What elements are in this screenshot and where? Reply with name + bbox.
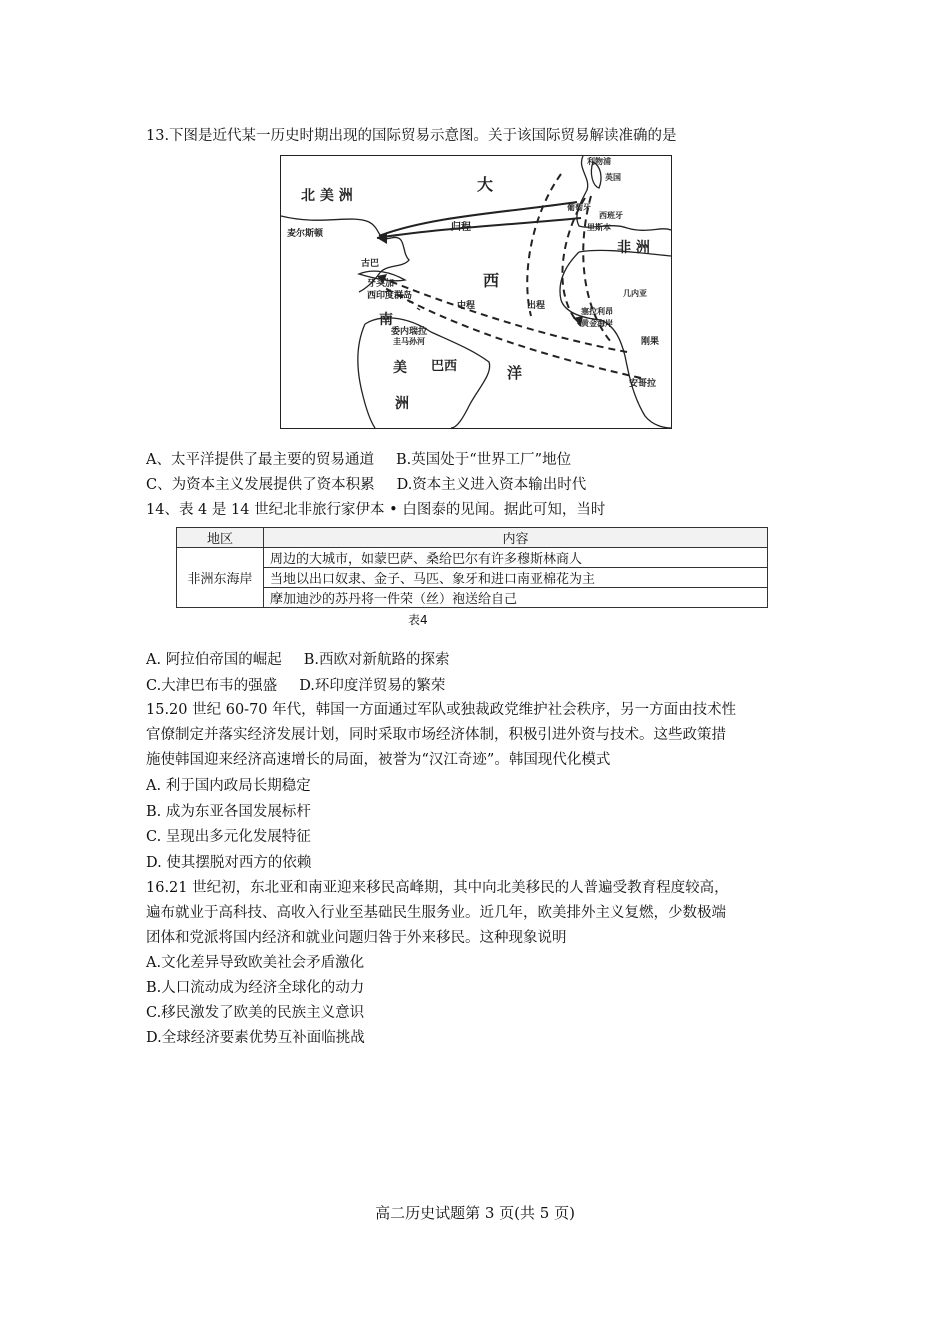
label-guiana: 圭马孙河 xyxy=(393,337,425,346)
q13-options-row-1 xyxy=(146,450,571,470)
label-da: 大 xyxy=(477,175,494,194)
label-return-voyage: 归程 xyxy=(451,222,471,233)
label-west-indies: 西印度群岛 xyxy=(367,291,413,301)
label-spain: 西班牙 xyxy=(599,211,623,220)
north-return-route xyxy=(379,202,577,236)
label-guinea: 几内亚 xyxy=(623,289,647,298)
q15-stem-line-2: 官僚制定并落实经济发展计划，同时采取市场经济体制，积极引进外资与技术。这些政策措 xyxy=(146,727,726,743)
q13-stem: 13.下图是近代某一历史时期出现的国际贸易示意图。关于该国际贸易解读准确的是 xyxy=(146,128,677,144)
q16-option-b[interactable]: B.人口流动成为经济全球化的动力 xyxy=(146,980,365,996)
q15-stem-line-3: 施使韩国迎来经济高速增长的局面，被誉为“汉江奇迹”。韩国现代化模式 xyxy=(146,752,611,768)
q13-option-a[interactable]: A、太平洋提供了最主要的贸易通道 xyxy=(146,452,374,468)
q14-option-d[interactable]: D.环印度洋贸易的繁荣 xyxy=(299,678,446,694)
label-nan: 南 xyxy=(379,312,393,328)
table-row: 当地以出口奴隶、金子、马匹、象牙和进口南亚棉花为主 xyxy=(264,568,768,588)
label-yang: 洋 xyxy=(507,364,523,382)
label-brazil: 巴西 xyxy=(431,359,458,374)
label-sierra-leone: 塞拉利昂 xyxy=(581,307,613,316)
q14-options-row-2 xyxy=(146,676,445,696)
q15-option-c[interactable]: C. 呈现出多元化发展特征 xyxy=(146,829,311,845)
table-header-content: 内容 xyxy=(264,528,768,548)
q16-stem-line-1: 16.21 世纪初，东北亚和南亚迎来移民高峰期，其中向北美移民的人普遍受教育程度较高， xyxy=(146,880,729,896)
label-venezuela: 委内瑞拉 xyxy=(391,327,428,337)
q16-stem-line-2: 遍布就业于高科技、高收入行业至基础民生服务业。近几年，欧美排外主义复燃，少数极端 xyxy=(146,905,726,921)
q16-option-a[interactable]: A.文化差异导致欧美社会矛盾激化 xyxy=(146,955,365,971)
label-xi: 西 xyxy=(483,271,500,290)
q13-option-d[interactable]: D.资本主义进入资本输出时代 xyxy=(396,477,587,493)
q14-option-c[interactable]: C.大津巴布韦的强盛 xyxy=(146,678,278,694)
q14-options-row-1 xyxy=(146,650,449,670)
page-footer: 高二历史试题第 3 页(共 5 页) xyxy=(375,1204,575,1222)
label-liverpool: 利物浦 xyxy=(587,157,611,166)
q13-option-b[interactable]: B.英国处于“世界工厂”地位 xyxy=(395,452,572,468)
label-portugal: 葡萄牙 xyxy=(567,203,591,212)
label-lisbon: 里斯本 xyxy=(587,223,611,232)
q16-option-d[interactable]: D.全球经济要素优势互补面临挑战 xyxy=(146,1030,365,1046)
table-cell-region: 非洲东海岸 xyxy=(177,548,264,608)
table-row: 周边的大城市，如蒙巴萨、桑给巴尔有许多穆斯林商人 xyxy=(264,548,768,568)
arrow-head-1 xyxy=(377,232,387,244)
q14-option-a[interactable]: A. 阿拉伯帝国的崛起 xyxy=(146,652,282,668)
trade-map xyxy=(280,155,672,429)
label-outward: 出程 xyxy=(527,301,546,311)
q16-stem-line-3: 团体和党派将国内经济和就业问题归咎于外来移民。这种现象说明 xyxy=(146,930,567,946)
label-africa: 非 洲 xyxy=(617,240,650,256)
q13-option-c[interactable]: C、为资本主义发展提供了资本积累 xyxy=(146,477,375,493)
label-cuba: 古巴 xyxy=(361,259,380,269)
q15-option-d[interactable]: D. 使其摆脱对西方的依赖 xyxy=(146,855,312,871)
label-mei: 美 xyxy=(393,360,407,376)
label-middle-passage: 中程 xyxy=(457,301,476,311)
label-zhou: 洲 xyxy=(395,396,409,412)
table-header-region: 地区 xyxy=(177,528,264,548)
south-america-coast xyxy=(365,318,490,428)
label-congo: 刚果 xyxy=(641,337,660,347)
q14-option-b[interactable]: B.西欧对新航路的探索 xyxy=(303,652,450,668)
label-jamaica: 牙买加 xyxy=(367,279,395,289)
label-maryland: 麦尔斯顿 xyxy=(287,229,324,239)
q14-stem: 14、表 4 是 14 世纪北非旅行家伊本 • 白图泰的见闻。据此可知，当时 xyxy=(146,502,606,518)
trade-map-svg xyxy=(281,156,671,428)
table-caption: 表4 xyxy=(408,613,428,627)
label-britain: 英国 xyxy=(605,173,621,182)
table-4 xyxy=(176,527,768,608)
q15-stem-line-1: 15.20 世纪 60-70 年代，韩国一方面通过军队或独裁政党维护社会秩序，另一方面由技术性 xyxy=(146,702,737,718)
q15-option-a[interactable]: A. 利于国内政局长期稳定 xyxy=(146,778,311,794)
europe-coast xyxy=(577,156,671,230)
q15-option-b[interactable]: B. 成为东亚各国发展标杆 xyxy=(146,804,311,820)
south-route xyxy=(527,174,561,316)
south-america-coast-west xyxy=(358,324,375,428)
q13-options-row-2 xyxy=(146,475,586,495)
label-gold-coast: 黄金海岸 xyxy=(581,319,613,328)
table-row: 摩加迪沙的苏丹将一件荣（丝）袍送给自己 xyxy=(264,588,768,608)
q16-option-c[interactable]: C.移民激发了欧美的民族主义意识 xyxy=(146,1005,365,1021)
label-angola: 安哥拉 xyxy=(629,379,657,389)
label-north-america: 北 美 洲 xyxy=(301,188,353,204)
